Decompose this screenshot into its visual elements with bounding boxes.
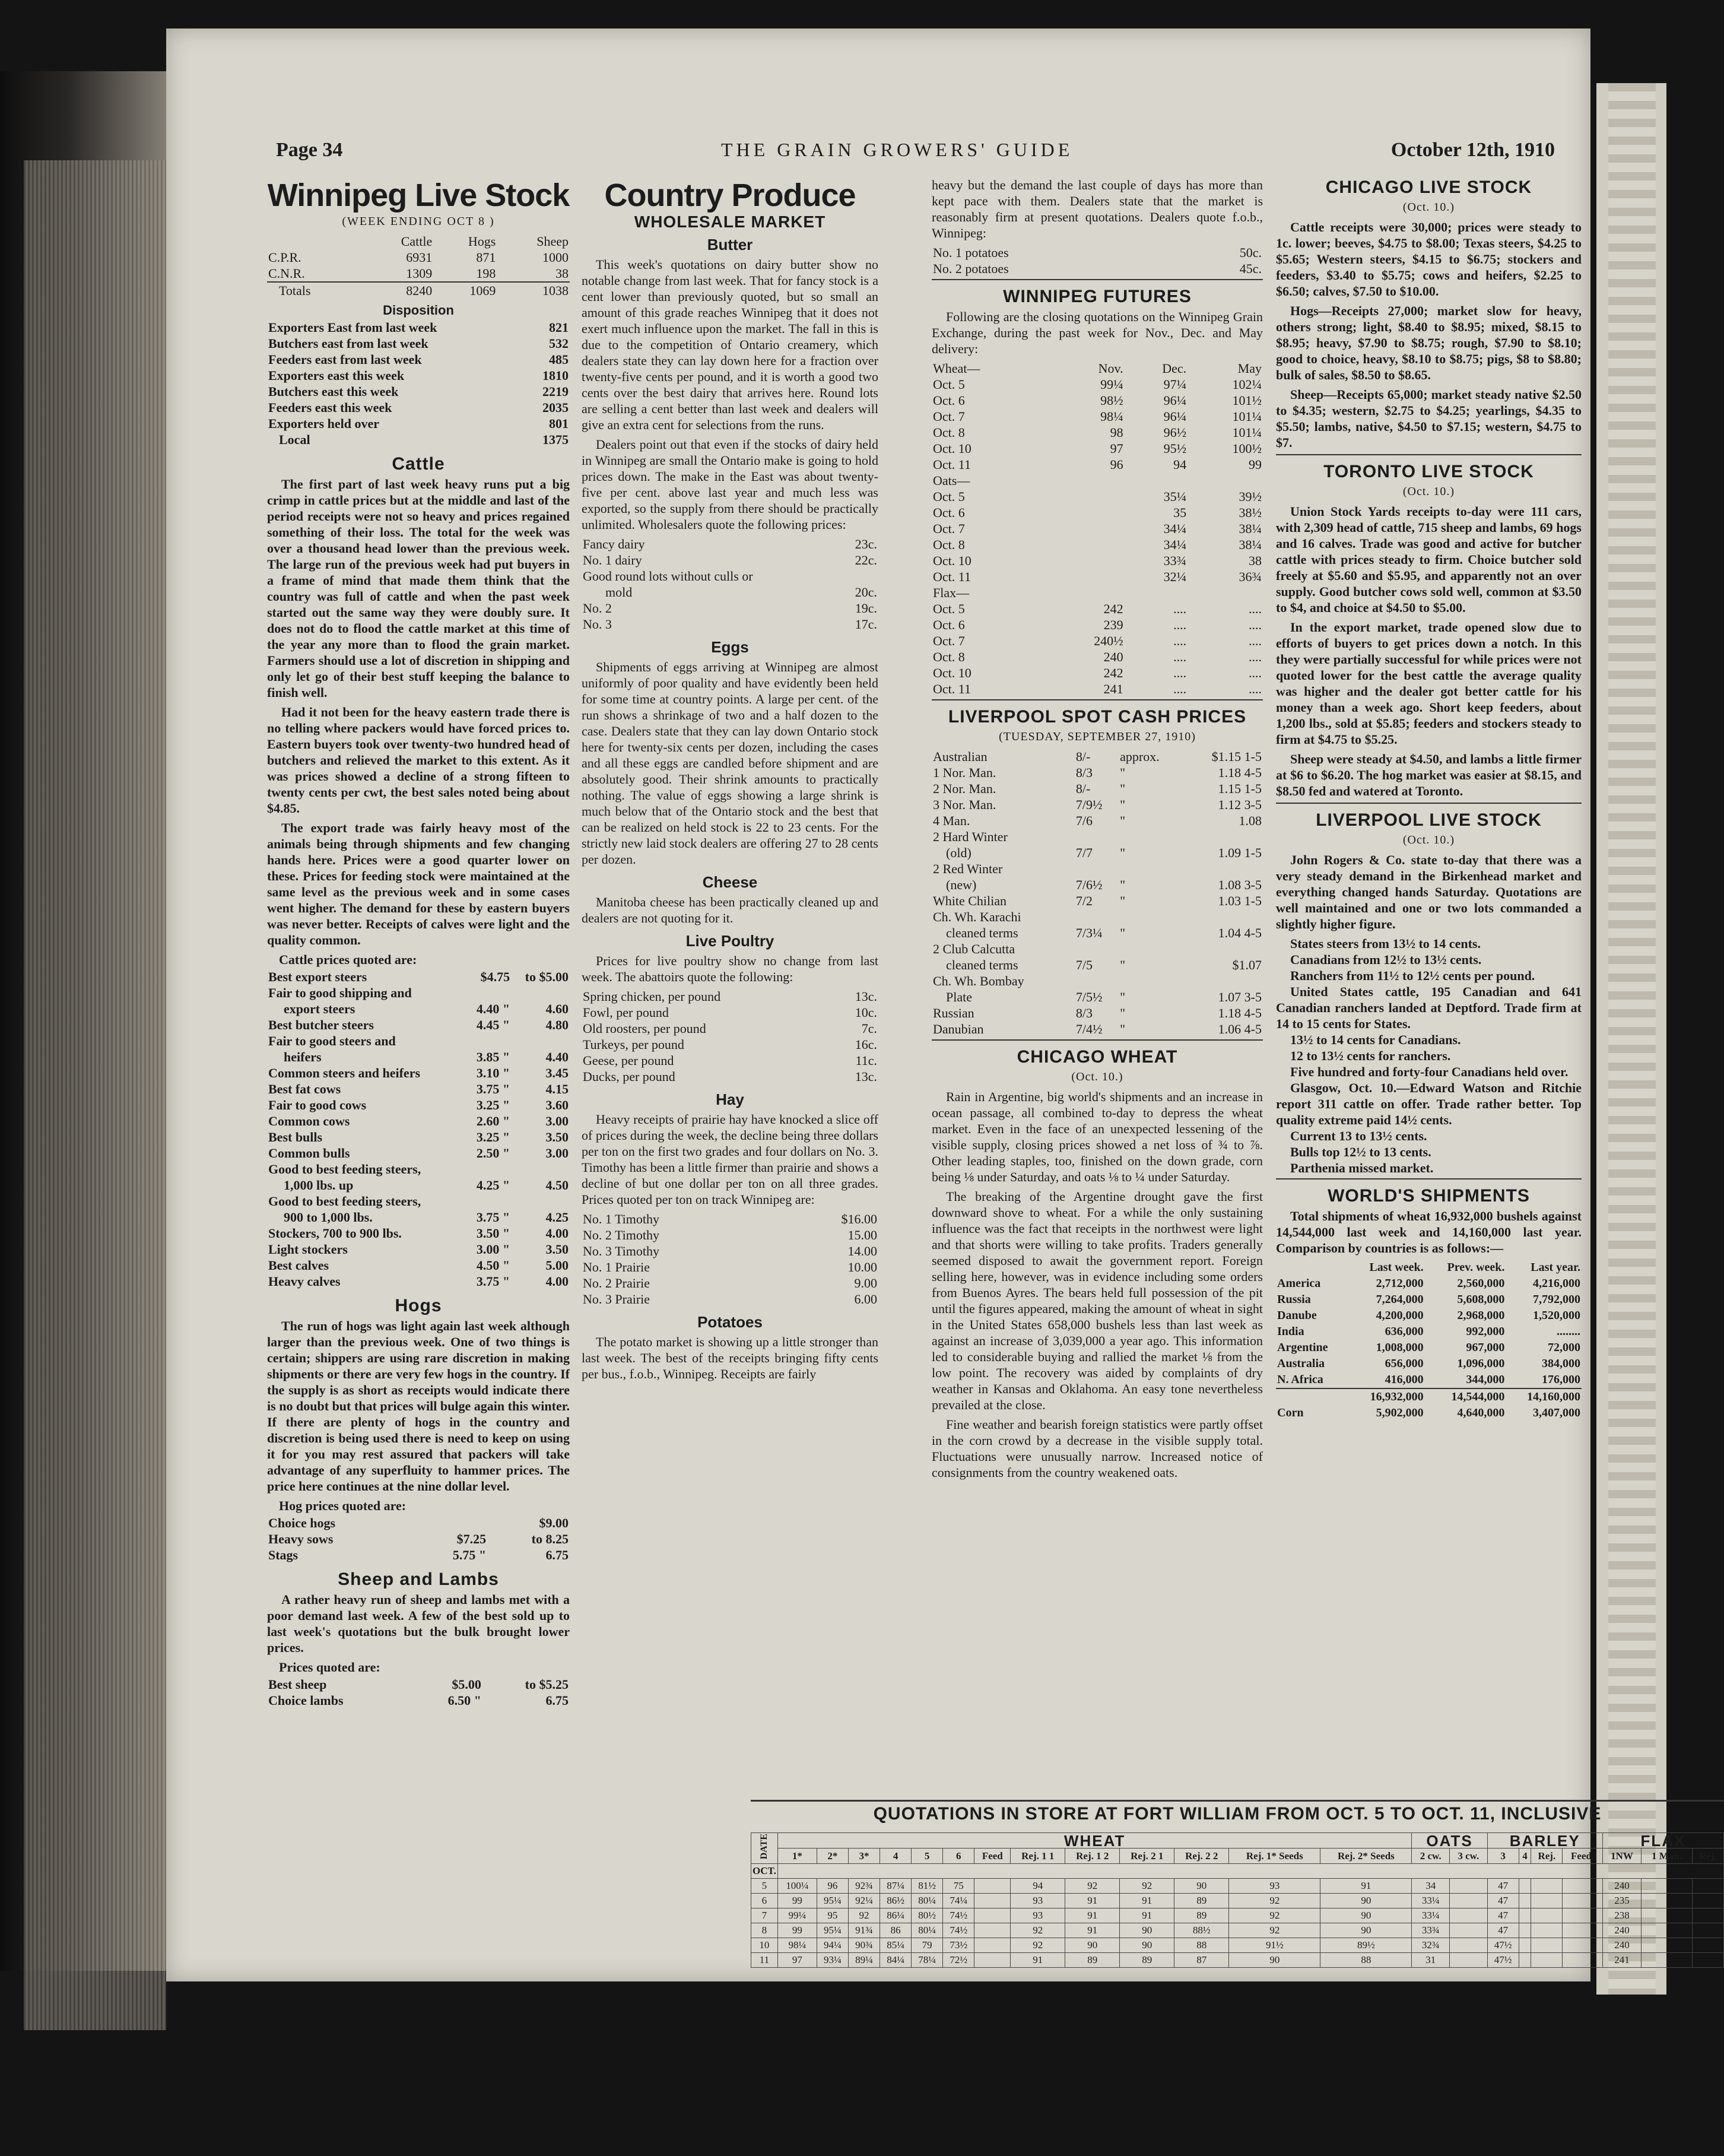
table-row: Good to best feeding steers, (268, 1194, 421, 1209)
book-binding (0, 71, 172, 1971)
chicago-wheat-heading: CHICAGO WHEAT (1017, 1047, 1178, 1067)
table-row: Argentine 1,008,000 967,000 72,000 (1277, 1341, 1580, 1354)
table-row: Feeders east this week 2035 (268, 400, 569, 415)
table-row: Butchers east this week 2219 (268, 384, 569, 399)
table-row: India 636,000 992,000 ........ (1277, 1325, 1580, 1338)
table-row: White Chilian 7/2 " 1.03 1-5 (933, 893, 1262, 908)
table-row: No. 1 dairy 22c. (583, 553, 877, 567)
col-sheep: Sheep (536, 234, 569, 249)
table-row: Oct. 6 98½ 96¼ 101½ (933, 393, 1262, 408)
hay-heading: Hay (716, 1090, 744, 1108)
table-row: 1 Nor. Man. 8/3 " 1.18 4-5 (933, 765, 1262, 780)
liverpool-line: Five hundred and forty-four Canadians held over. (1290, 1064, 1569, 1079)
table-row: OCT. (751, 1864, 1724, 1879)
table-row: Plate 7/5½ " 1.07 3-5 (946, 990, 1262, 1004)
table-row: 2 Red Winter (933, 861, 1003, 876)
table-row: Oct. 6 239 .... .... (933, 617, 1262, 632)
potato-prices-table (932, 245, 1263, 277)
liverpool-line: 13½ to 14 cents for Canadians. (1290, 1032, 1461, 1047)
table-row: heifers 3.85 " 4.40 (284, 1050, 569, 1064)
cattle-heading: Cattle (392, 454, 445, 474)
toronto-livestock-heading: TORONTO LIVE STOCK (1323, 462, 1534, 481)
table-row: Oct. 11 32¼ 36¾ (933, 569, 1262, 584)
fort-william-quotations (751, 1797, 1724, 1968)
cheese-paragraph: Manitoba cheese has been practically cleaned up and dealers are not quoting for it. (582, 895, 878, 925)
liverpool-spot-heading: LIVERPOOL SPOT CASH PRICES (948, 707, 1247, 727)
table-row: No. 2 Timothy 15.00 (583, 1228, 877, 1242)
table-row: Fowl, per pound 10c. (583, 1005, 877, 1020)
table-row: Good round lots without culls or (583, 569, 753, 584)
potatoes-paragraph: The potato market is showing up a little stronger than last week. The best of the receipts bringing fifty cents per bus., f.o.b., Winnipeg. Receipts are fairly (582, 1334, 878, 1381)
hog-prices-heading: Hog prices quoted are: (279, 1498, 407, 1513)
liverpool-line: Bulls top 12½ to 13 cents. (1290, 1144, 1431, 1159)
table-row: Light stockers 3.00 " 3.50 (268, 1242, 569, 1257)
table-row: N. Africa 416,000 344,000 176,000 (1277, 1373, 1580, 1386)
table-row: Russian 8/3 " 1.18 4-5 (933, 1006, 1262, 1020)
oats-header: OATS (1412, 1833, 1487, 1849)
winnipeg-futures-heading: WINNIPEG FUTURES (1003, 287, 1192, 306)
table-row: C.N.R. 1309 198 38 (268, 266, 569, 281)
table-row: 5 100¼ 96 92¾ 87¼ 81½ 75 94 92 92 90 93 91 34 47 240 (751, 1879, 1724, 1894)
table-row: Good to best feeding steers, (268, 1162, 421, 1177)
column-1 (267, 177, 570, 1708)
table-row: 2 Nor. Man. 8/- " 1.15 1-5 (933, 781, 1262, 796)
column-2 (582, 177, 878, 1385)
table-row: Ch. Wh. Bombay (933, 974, 1024, 988)
table-row: Oct. 11 96 94 99 (933, 457, 1262, 472)
masthead: THE GRAIN GROWERS' GUIDE (721, 139, 1074, 160)
potatoes-continued: heavy but the demand the last couple of days has more than kept pace with them. Dealers state that the market is reasonably firm at present quotations. Dealers quote f.o.b., Winnipeg: (932, 177, 1263, 240)
table-row: No. 1 Prairie 10.00 (583, 1260, 877, 1274)
table-row: 3 Nor. Man. 7/9½ " 1.12 3-5 (933, 797, 1262, 812)
liverpool-line: Ranchers from 11½ to 12½ cents per pound. (1290, 968, 1535, 983)
table-row: Exporters east this week 1810 (268, 368, 569, 383)
table-row: 2 Club Calcutta (933, 941, 1015, 956)
table-row: Best butcher steers 4.45 " 4.80 (268, 1017, 569, 1032)
table-row: Local 1375 (279, 432, 569, 447)
table-row: Oct. 5 242 .... .... (933, 601, 1262, 616)
chicago-livestock-paragraph: Hogs—Receipts 27,000; market slow for heavy, others strong; light, $8.40 to $8.95; mixed, $8.15 to $8.95; heavy, $7.90 to $8.75; rough, $7.90 to $8.10; good to choice, heavy, $8.10 to $8.75; pigs, $8 to $8.80; bulk of sales, $8.50 to $8.65. (1276, 303, 1582, 382)
butter-paragraph: This week's quotations on dairy butter show no notable change from last week. That for fancy stock is a cent lower than previously quoted, but so small an amount of this grade reaches Winnipeg that it does not exert much influence upon the market. The fall in this is due to the competition of Ontario creamery, which dealers state they can lay down here for a fraction over twenty-five cents per pound, and it is worth a good two cents over the best dairy that arrives here. Round lots are selling a cent better than last week and dealers will give an extra cent for selections from the runs. (582, 257, 878, 432)
table-row: Best bulls 3.25 " 3.50 (268, 1130, 569, 1144)
table-row: Spring chicken, per pound 13c. (583, 989, 877, 1004)
table-row: Oct. 7 240½ .... .... (933, 633, 1262, 648)
wholesale-market-heading: WHOLESALE MARKET (634, 213, 826, 231)
table-row: 900 to 1,000 lbs. 3.75 " 4.25 (284, 1210, 569, 1225)
table-row: Common bulls 2.50 " 3.00 (268, 1146, 569, 1161)
next-page-edge (1596, 83, 1666, 1995)
totals-row: Totals 8240 1069 1038 (267, 282, 570, 299)
world-shipments-table (1276, 1260, 1582, 1421)
quotations-table: DATE WHEAT OATS BARLEY FLAX 1* 2* 3* 4 5 6 Feed Rej. 1 1 Rej. 1 2 Rej. 2 1 Rej. 2 2 Rej. 1* Seeds Rej. 2* Seeds 2 cw. 3 cw. 3 4 Rej. Feed. 1NW 1 Man. Rej. OCT. 5 100¼ 96 92¾ 87¼ 81½ 75 94 92 92 90 93 91 34 47 240 6 99 95¼ 92¼ 86½ 80¼ 74¼ 93 91 91 89 92 90 33¼ 47 235 7 99¼ 95 92 86¼ 80½ 74½ 93 91 91 89 92 90 33¼ 47 238 8 99 95¼ 91¾ 86 80¼ 74½ 92 91 90 88½ 92 90 33¾ 47 240 10 98¼ 94¼ 90¾ 85¼ 79 73½ 92 90 90 88 91½ 89½ 32¾ 47½ 240 11 97 93¼ 89¼ 84¼ 78¼ 72½ 91 89 89 87 90 88 31 47½ 241 (751, 1832, 1724, 1968)
table-row: No. 1 Timothy $16.00 (583, 1212, 877, 1226)
disposition-table (267, 319, 570, 448)
futures-intro: Following are the closing quotations on the Winnipeg Grain Exchange, during the past week for Nov., Dec. and May delivery: (932, 309, 1263, 356)
table-row: Oct. 8 34¼ 38¼ (933, 537, 1262, 552)
table-row: Corn 5,902,000 4,640,000 3,407,000 (1277, 1406, 1580, 1419)
sheep-prices-table (267, 1676, 570, 1708)
table-row: Best sheep $5.00 to $5.25 (268, 1677, 569, 1692)
chicago-livestock-heading: CHICAGO LIVE STOCK (1325, 177, 1532, 197)
col-hogs: Hogs (468, 234, 496, 249)
table-row: Common cows 2.60 " 3.00 (268, 1114, 569, 1128)
table-row: Fair to good cows 3.25 " 3.60 (268, 1098, 569, 1112)
cattle-paragraph: The export trade was fairly heavy most of the animals being through shipments and few changing hands here. Prices were a good quarter lower on these. Prices for feeding stock were maintained at the same level as the previous week and in some cases went higher. The demand for these by eastern buyers was never better. Receipts of calves were light and the quality common. (267, 820, 570, 947)
table-row: Heavy sows $7.25 to 8.25 (268, 1532, 569, 1546)
table-row: Heavy calves 3.75 " 4.00 (268, 1274, 569, 1289)
poultry-paragraph: Prices for live poultry show no change from last week. The abattoirs quote the following: (582, 953, 878, 984)
table-row: Choice hogs $9.00 (268, 1515, 569, 1530)
eggs-heading: Eggs (711, 638, 749, 656)
table-row: Oct. 10 242 .... .... (933, 665, 1262, 680)
hay-paragraph: Heavy receipts of prairie hay have knocked a slice off of prices during the week, the decline being three dollars per ton on the first two grades and four dollars on No. 3. Timothy has been a little firmer than prairie and shows a decline of but one dollar per ton on all three grades. Prices quoted per ton on track Winnipeg are: (582, 1112, 878, 1207)
table-row: Ch. Wh. Karachi (933, 909, 1021, 924)
table-row: No. 3 Timothy 14.00 (583, 1244, 877, 1258)
table-row: 11 97 93¼ 89¼ 84¼ 78¼ 72½ 91 89 89 87 90 88 31 47½ 241 (751, 1953, 1724, 1968)
chicago-livestock-paragraph: Sheep—Receipts 65,000; market steady native $2.50 to $4.35; western, $2.75 to $4.25; yearlings, $4.35 to $5.50; lambs, native, $4.50 to $7.15; western, $4.75 to $7. (1276, 387, 1582, 450)
hogs-heading: Hogs (395, 1296, 442, 1315)
cheese-heading: Cheese (702, 873, 758, 891)
chicago-livestock-paragraph: Cattle receipts were 30,000; prices were steady to 1c. lower; beeves, $4.75 to $8.00; Texas steers, $4.25 to $5.65; Western steers, $4.15 to $6.75; stockers and feeders, $3.40 to $5.75; cows and heifers, $2.25 to $6.50; calves, $7.50 to $10.00. (1276, 220, 1582, 299)
eggs-paragraph: Shipments of eggs arriving at Winnipeg are almost uniformly of poor quality and have evidently been held for some time at country points. A large per cent. of the run shows a shrinkage of two and a half dozen to the case. Dealers state that they can lay down Ontario stock here for twenty-six cents per dozen, including the cases and all these eggs are candled before shipment and are absolutely good. Their shrink amounts to practically nothing. The value of eggs showing a large shrink is much below that of the Ontario stock and the best that can be realized on held stock is 22 to 23 cents. For the strictly new laid stock dealers are offering 27 to 28 cents per dozen. (582, 660, 878, 867)
liverpool-line: Glasgow, Oct. 10.—Edward Watson and Ritchie report 311 cattle on offer. Trade rather better. Top quality extreme paid 14½ cents. (1276, 1080, 1582, 1127)
table-row: Australian 8/- approx. $1.15 1-5 (933, 749, 1262, 764)
table-row: cleaned terms 7/5 " $1.07 (946, 957, 1262, 972)
table-row: Australia 656,000 1,096,000 384,000 (1277, 1357, 1580, 1370)
issue-date: October 12th, 1910 (1390, 139, 1555, 161)
table-row: C.P.R. 6931 871 1000 (268, 250, 569, 265)
table-row: (new) 7/6½ " 1.08 3-5 (946, 877, 1262, 892)
poultry-prices-table (582, 988, 878, 1085)
table-row: (old) 7/7 " 1.09 1-5 (946, 845, 1262, 860)
liverpool-line: Parthenia missed market. (1290, 1161, 1434, 1175)
table-row: 7 99¼ 95 92 86¼ 80½ 74½ 93 91 91 89 92 90 33¼ 47 238 (751, 1908, 1724, 1923)
table-row: Oct. 8 240 .... .... (933, 649, 1262, 664)
cattle-paragraph: Had it not been for the heavy eastern trade there is no telling where packers would have forced prices to. Eastern buyers took over twenty-two hundred head of butchers and relieved the market to this extent. As it was prices showed a decline of a strong fifteen to twenty cents per cwt, the best sales noted being about $4.85. (267, 705, 570, 816)
table-row: Danube 4,200,000 2,968,000 1,520,000 (1277, 1309, 1580, 1322)
table-row: Fair to good shipping and (268, 985, 412, 1000)
table-row: Exporters held over 801 (268, 416, 569, 431)
column-3 (932, 177, 1263, 1484)
table-row: 1,000 lbs. up 4.25 " 4.50 (284, 1178, 569, 1193)
table-row: Geese, per pound 11c. (583, 1053, 877, 1068)
table-row: Best export steers $4.75 to $5.00 (268, 969, 569, 984)
cattle-paragraph: The first part of last week heavy runs put a big crimp in cattle prices but at the middle and last of the period receipts were not so heavy and prices regained something of their loss. The total for the week was over a thousand head lower than the previous week. The large run of the previous week had put buyers in a frame of mind that made them think that the country was full of cattle and when the past week started out the same way they were doubly sure. It does not do to flood the cattle market at this time of the year any more than to flood the grain market. Farmers should use a lot of discretion in shipping and only let go of their best stuff keeping the balance to finish well. (267, 477, 570, 700)
table-row: export steers 4.40 " 4.60 (284, 1001, 569, 1016)
sheep-prices-heading: Prices quoted are: (279, 1660, 380, 1675)
liverpool-line: Canadians from 12½ to 13½ cents. (1290, 952, 1482, 967)
hog-prices-table (267, 1515, 570, 1563)
futures-table (932, 360, 1263, 697)
table-row: Choice lambs 6.50 " 6.75 (268, 1693, 569, 1708)
table-row: cleaned terms 7/3¼ " 1.04 4-5 (946, 925, 1262, 940)
country-produce-title: Country Produce (604, 177, 856, 213)
liverpool-line: United States cattle, 195 Canadian and 641 Canadian ranchers landed at Deptford. Trade firm at 14 to 15 cents for States. (1276, 984, 1582, 1031)
table-row: Flax— (933, 585, 970, 600)
page-number: Page 34 (276, 139, 343, 161)
table-row: Oct. 10 97 95½ 100½ (933, 441, 1262, 456)
totals-row: 16,932,000 14,544,000 14,160,000 (1276, 1388, 1582, 1405)
column-4 (1276, 177, 1582, 1421)
table-row: Last week. Prev. week. Last year. (1369, 1261, 1580, 1274)
table-row: Fair to good steers and (268, 1033, 396, 1048)
butter-paragraph: Dealers point out that even if the stocks of dairy held in Winnipeg are small the Ontario make is going to hold prices down. The make in the East was about twenty-five per cent. above last year and much less was exported, so the supply from there should be practically unlimited. Wholesalers quote the following prices: (582, 437, 878, 532)
liverpool-line: States steers from 13½ to 14 cents. (1290, 936, 1481, 951)
sheep-paragraph: A rather heavy run of sheep and lambs met with a poor demand last week. A few of the best sold up to last week's quotations but the bulk brought lower prices. (267, 1592, 570, 1655)
liverpool-spot-date: (TUESDAY, SEPTEMBER 27, 1910) (999, 730, 1196, 743)
table-row: No. 2 potatoes 45c. (933, 261, 1262, 276)
hay-prices-table (582, 1211, 878, 1307)
table-row: 8 99 95¼ 91¾ 86 80¼ 74½ 92 91 90 88½ 92 90 33¾ 47 240 (751, 1923, 1724, 1938)
liverpool-livestock-heading: LIVERPOOL LIVE STOCK (1316, 810, 1542, 830)
toronto-livestock-paragraph: Union Stock Yards receipts to-day were 111 cars, with 2,309 head of cattle, 715 sheep and lambs, 69 hogs and 16 calves. Trade was good and active for butcher cattle with prices steady to firm. Choice butcher sold freely at $5.60 and $5.95, and apparently not an over supply. Good butcher cows sold well, common at $3.50 to $4, and choice at $4.50 to $5.00. (1276, 504, 1582, 615)
table-row: 6 99 95¼ 92¼ 86½ 80¼ 74¼ 93 91 91 89 92 90 33¼ 47 235 (751, 1894, 1724, 1908)
table-row: Turkeys, per pound 16c. (583, 1037, 877, 1052)
table-row: No. 2 Prairie 9.00 (583, 1276, 877, 1291)
date-header: DATE (758, 1834, 769, 1860)
liverpool-livestock-date: (Oct. 10.) (1402, 833, 1455, 846)
table-row: No. 1 potatoes 50c. (933, 245, 1262, 260)
table-row: America 2,712,000 2,560,000 4,216,000 (1277, 1277, 1580, 1290)
cattle-prices-table (267, 969, 570, 1289)
table-row: No. 3 Prairie 6.00 (583, 1292, 877, 1307)
table-row: Ducks, per pound 13c. (583, 1069, 877, 1084)
table-row: Oct. 6 35 38½ (933, 505, 1262, 520)
newspaper-page (166, 28, 1717, 1981)
toronto-livestock-paragraph: In the export market, trade opened slow due to efforts of buyers to get prices down a notch. In this they were partially successful for while prices were not quoted lower for the best cattle the average quality was higher and the dealer got better cattle for his money than a week ago. Short keep feeders, about 1,200 lbs., sold at $5.85; feeders and stockers steady to firm at $4.75 to $5.25. (1276, 620, 1582, 747)
table-row: Butchers east from last week 532 (268, 336, 569, 351)
cattle-prices-heading: Cattle prices quoted are: (279, 952, 417, 967)
table-row: Stags 5.75 " 6.75 (268, 1548, 569, 1562)
chicago-wheat-date: (Oct. 10.) (1071, 1070, 1123, 1083)
receipts-table (267, 233, 570, 299)
table-row: 4 Man. 7/6 " 1.08 (933, 813, 1262, 828)
barley-header: BARLEY (1487, 1833, 1602, 1849)
table-row: Exporters East from last week 821 (268, 320, 569, 335)
table-row: Oct. 8 98 96½ 101¼ (933, 425, 1262, 440)
chicago-wheat-paragraph: The breaking of the Argentine drought gave the first downward shove to wheat. For a while the only sustaining influence was the fact that receipts in the northwest were light and that shorts were willing to take profits. Traders generally seemed disposed to await the government report. Foreign selling here, however, was in evidence including some orders from Buenos Ayres. The bears held full possession of the pit until the figures appeared, making the amount of wheat in sight in the United States 658,000 bushels less than last week as against an increase of 3,039,000 a year ago. This information led to considerable buying and rallied the market ⅛ from the low point. The recovery was aided by complaints of dry weather in Kansas and Oklahoma. An easy tone nevertheless prevailed at the close. (932, 1189, 1263, 1412)
table-row: Russia 7,264,000 5,608,000 7,792,000 (1277, 1293, 1580, 1306)
flax-header: FLAX (1602, 1833, 1723, 1849)
world-shipments-intro: Total shipments of wheat 16,932,000 bushels against 14,544,000 last week and 14,160,000 last year. Comparison by countries is as follows:— (1276, 1209, 1582, 1255)
toronto-livestock-date: (Oct. 10.) (1402, 485, 1455, 498)
table-row: Best calves 4.50 " 5.00 (268, 1258, 569, 1273)
table-row: Oct. 7 98¼ 96¼ 101¼ (933, 409, 1262, 424)
table-row: No. 3 17c. (583, 617, 877, 632)
chicago-livestock-date: (Oct. 10.) (1402, 201, 1455, 214)
table-row: Oats— (933, 473, 970, 488)
table-row: No. 2 19c. (583, 601, 877, 616)
poultry-heading: Live Poultry (685, 932, 774, 950)
world-shipments-heading: WORLD'S SHIPMENTS (1328, 1186, 1530, 1206)
col-cattle: Cattle (401, 234, 433, 249)
livestock-subtitle: (WEEK ENDING OCT 8 ) (342, 215, 495, 228)
potatoes-heading: Potatoes (697, 1313, 763, 1331)
table-row: mold 20c. (605, 585, 877, 600)
disposition-heading: Disposition (383, 303, 454, 318)
table-row: Oct. 11 241 .... .... (933, 681, 1262, 696)
table-row: Oct. 10 33¾ 38 (933, 553, 1262, 568)
table-row: Old roosters, per pound 7c. (583, 1021, 877, 1036)
table-row: Oct. 5 35¼ 39½ (933, 489, 1262, 504)
table-row: Best fat cows 3.75 " 4.15 (268, 1082, 569, 1096)
table-row: 10 98¼ 94¼ 90¾ 85¼ 79 73½ 92 90 90 88 91½ 89½ 32¾ 47½ 240 (751, 1938, 1724, 1953)
chicago-wheat-paragraph: Rain in Argentine, big world's shipments and an increase in ocean passage, all combined to-day to depress the wheat market. Even in the face of an unexpected lessening of the visible supply, closing prices showed a net loss of ¾ to ⅞. Other leading staples, too, finished on the down grade, corn being ⅛ under Saturday, and oats ⅛ to ¼ under Saturday. (932, 1089, 1263, 1184)
sheep-heading: Sheep and Lambs (338, 1570, 499, 1589)
hogs-paragraph: The run of hogs was light again last week although larger than the previous week. One of two things is certain; shippers are using rare discretion in making shipments or there are very few hogs in the country. If the supply is as short as receipts would indicate there is no doubt but that prices will bulge again this winter. If there are plenty of hogs in the country and discretion is being used there is need to keep on using it for you may rest assured that packers will take advantage of any superfluity to hammer prices. The price here continues at the nine dollar level. (267, 1318, 570, 1494)
butter-prices-table (582, 536, 878, 632)
fort-william-title: QUOTATIONS IN STORE AT FORT WILLIAM FROM OCT. 5 TO OCT. 11, INCLUSIVE (873, 1804, 1602, 1824)
table-row: Fancy dairy 23c. (583, 537, 877, 551)
toronto-livestock-paragraph: Sheep were steady at $4.50, and lambs a little firmer at $6 to $6.20. The hog market was easier at $8.15, and $8.50 fed and watered at Toronto. (1276, 752, 1582, 798)
liverpool-spot-table (932, 749, 1263, 1037)
liverpool-livestock-paragraph: John Rogers & Co. state to-day that there was a very steady demand in the Birkenhead market and everything changed hands Saturday. Quotations are well maintained and one or two lots commanded a slightly higher figure. (1276, 852, 1582, 931)
page-edges (24, 160, 166, 2030)
wheat-header: WHEAT (777, 1833, 1412, 1849)
chicago-wheat-paragraph: Fine weather and bearish foreign statistics were partly offset in the corn crowd by a decrease in the visible supply total. Fluctuations were unusually narrow. Increased notice of consignments from the country weakened oats. (932, 1417, 1263, 1480)
table-row: Oct. 7 34¼ 38¼ (933, 521, 1262, 536)
table-row: Oct. 5 99¼ 97¼ 102¼ (933, 377, 1262, 392)
winnipeg-livestock-title: Winnipeg Live Stock (267, 177, 570, 213)
table-row: Stockers, 700 to 900 lbs. 3.50 " 4.00 (268, 1226, 569, 1241)
table-row: Feeders east from last week 485 (268, 352, 569, 367)
liverpool-line: 12 to 13½ cents for ranchers. (1290, 1048, 1451, 1063)
butter-heading: Butter (707, 236, 753, 253)
table-row: Danubian 7/4½ " 1.06 4-5 (933, 1022, 1262, 1036)
liverpool-line: Current 13 to 13½ cents. (1290, 1128, 1427, 1143)
table-row: Common steers and heifers 3.10 " 3.45 (268, 1066, 569, 1080)
table-row: 2 Hard Winter (933, 829, 1008, 844)
table-row: Wheat— Nov. Dec. May (933, 361, 1262, 376)
